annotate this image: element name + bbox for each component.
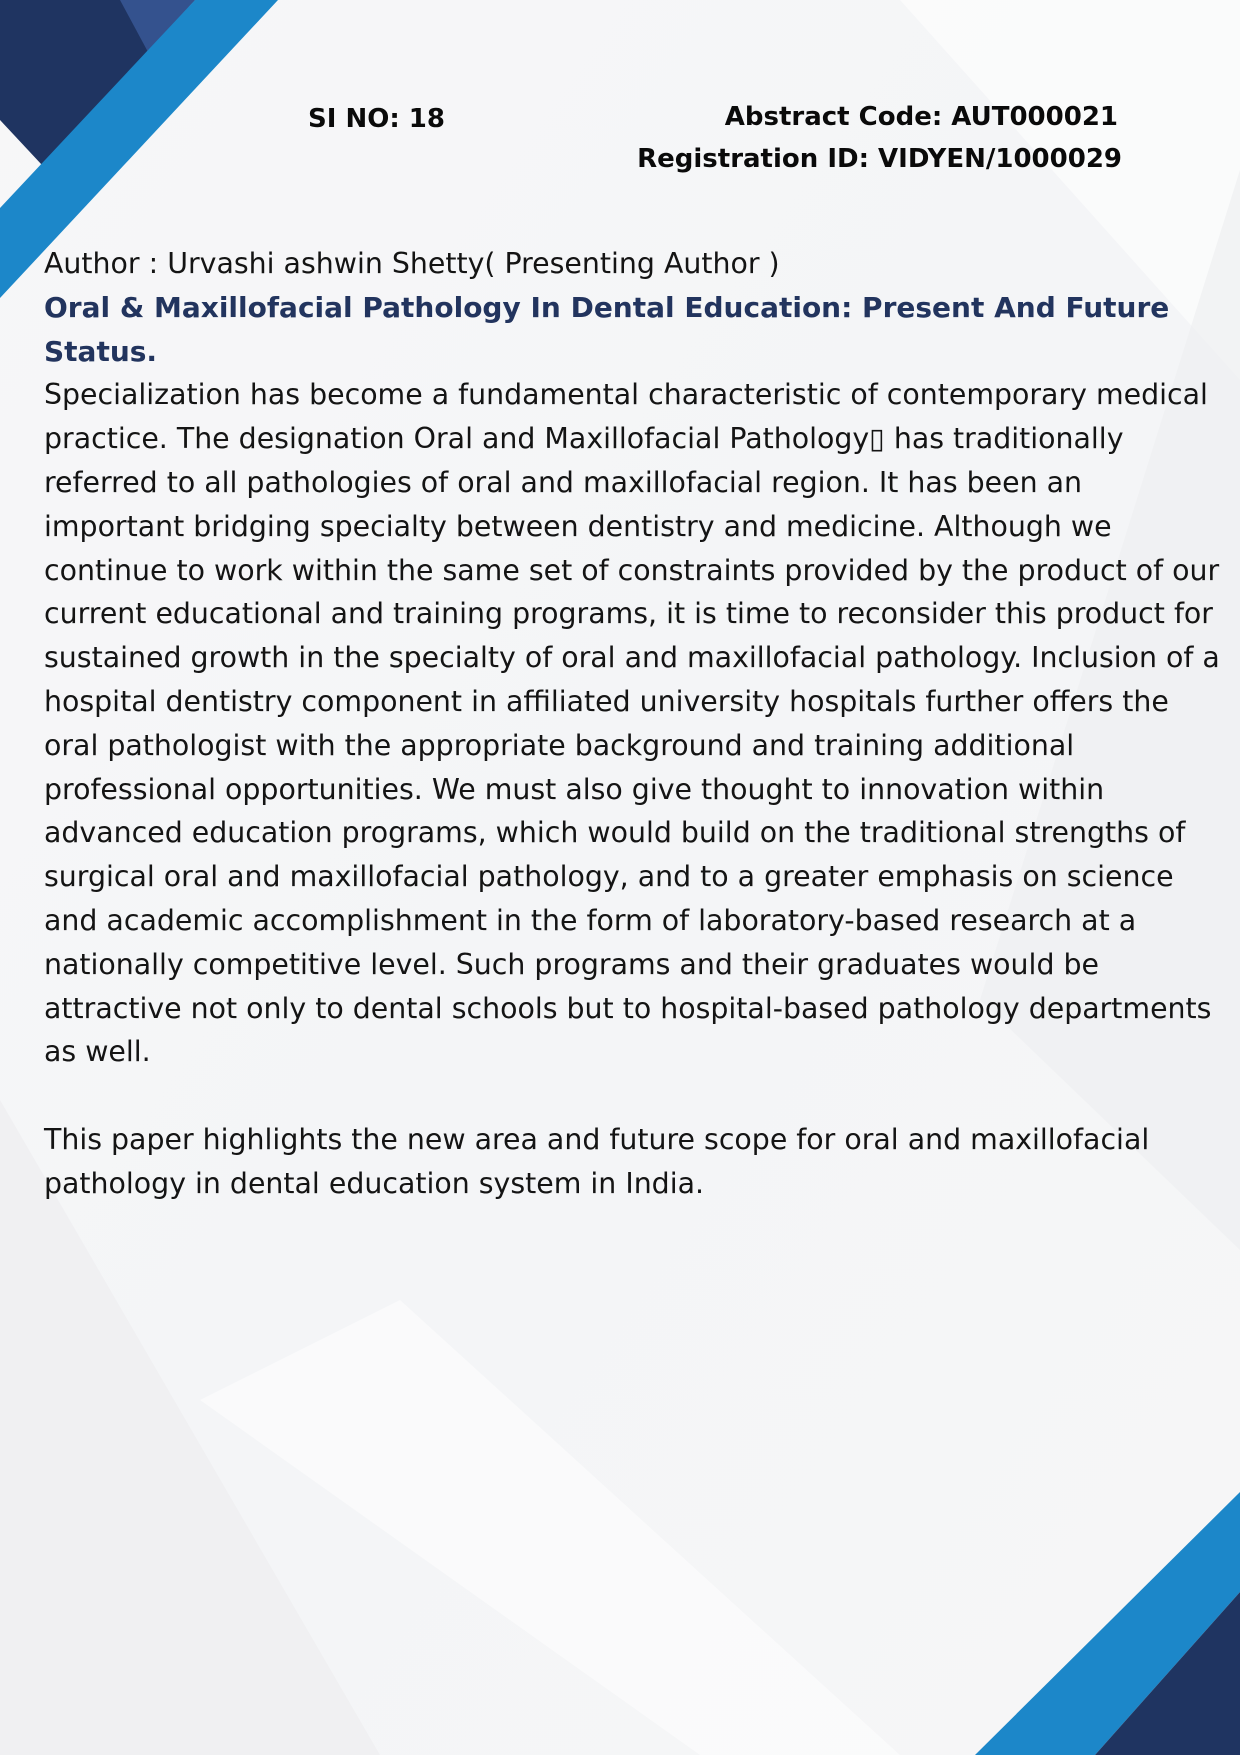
author-line: Author : Urvashi ashwin Shetty( Presenting Author ) bbox=[44, 247, 780, 280]
header-codes bbox=[637, 104, 1122, 180]
serial-number: SI NO: 18 bbox=[308, 104, 445, 134]
abstract-paragraph: Specialization has become a fundamental characteristic of contemporary medical practice. The designation Oral and Maxillofacial Pathology▯ has traditionally referred to all pathologies of oral and maxillofacial region. It has been an important bridging specialty between dentistry and medicine. Although we continue to work within the same set of constraints provided by the product of our current educational and training programs, it is time to reconsider this product for sustained growth in the specialty of oral and maxillofacial pathology. Inclusion of a hospital dentistry component in affiliated university hospitals further offers the oral pathologist with the appropriate background and training additional professional opportunities. We must also give thought to innovation within advanced education programs, which would build on the traditional strengths of surgical oral and maxillofacial pathology, and to a greater emphasis on science and academic accomplishment in the form of laboratory-based research at a nationally competitive level. Such programs and their graduates would be attractive not only to dental schools but to hospital-based pathology departments as well. bbox=[44, 378, 1220, 1069]
abstract-paragraph: This paper highlights the new area and future scope for oral and maxillofacial pathology in dental education system in India. bbox=[44, 1122, 1150, 1200]
abstract-content bbox=[44, 242, 1224, 1206]
registration-id: Registration ID: VIDYEN/1000029 bbox=[637, 144, 1122, 174]
paper-title: Oral & Maxillofacial Pathology In Dental Education: Present And Future Status. bbox=[44, 290, 1170, 368]
abstract-code: Abstract Code: AUT000021 bbox=[724, 102, 1118, 132]
